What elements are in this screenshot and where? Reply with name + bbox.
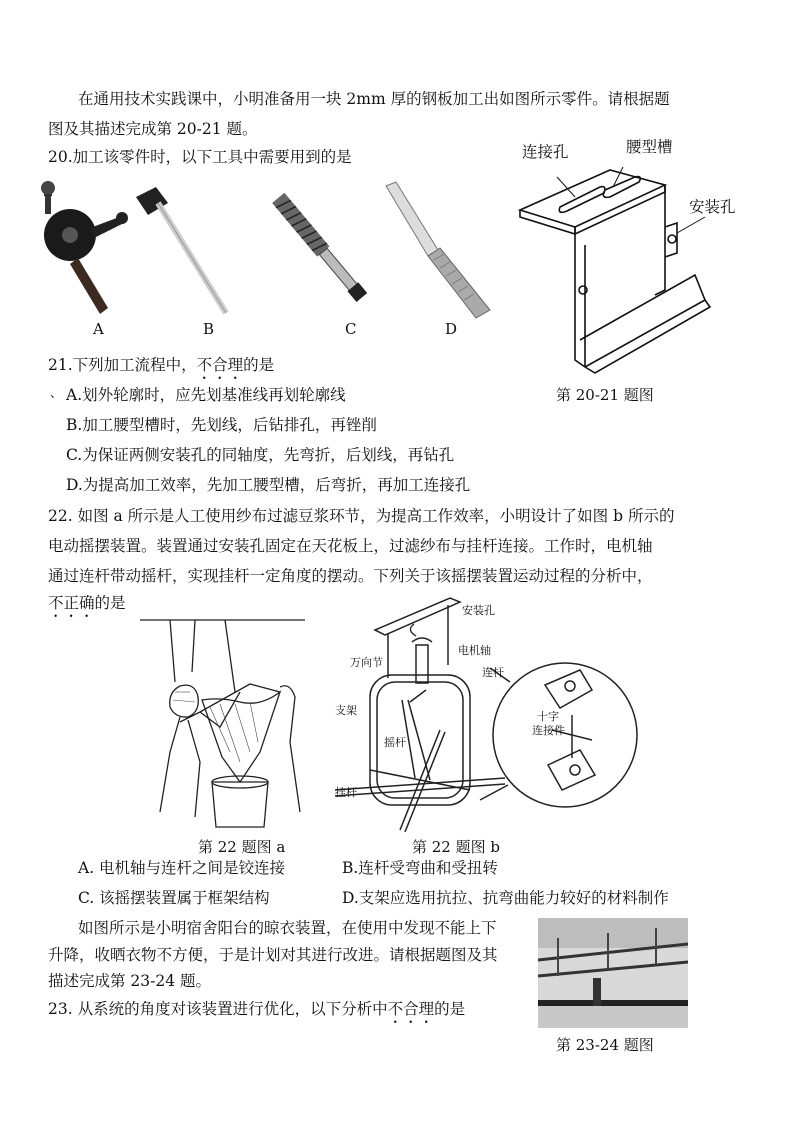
q21-option-b: B.加工腰型槽时，先划线，后钻排孔，再锉削 bbox=[66, 416, 377, 434]
label-22b-hanger: 挂杆 bbox=[335, 786, 357, 799]
fig22a-caption: 第 22 题图 a bbox=[198, 838, 286, 856]
label-22b-frame: 支架 bbox=[335, 704, 357, 717]
label-22b-cross-2: 连接件 bbox=[532, 724, 565, 737]
q22-line-1: 22. 如图 a 所示是人工使用纱布过滤豆浆环节，为提高工作效率，小明设计了如图 b 所示的 bbox=[48, 507, 675, 525]
q21-option-c: C.为保证两侧安装孔的同轴度，先弯折，后划线，再钻孔 bbox=[66, 446, 455, 464]
label-22b-link: 连杆 bbox=[482, 666, 504, 679]
q21-option-d: D.为提高加工效率，先加工腰型槽，后弯折，再加工连接孔 bbox=[66, 476, 471, 494]
bracket-figure bbox=[505, 135, 745, 375]
fig2324-caption: 第 23-24 题图 bbox=[556, 1036, 654, 1054]
label-22b-rocker: 摇杆 bbox=[384, 736, 406, 749]
fig2021-caption: 第 20-21 题图 bbox=[556, 386, 654, 404]
fig22b-caption: 第 22 题图 b bbox=[412, 838, 500, 856]
intro-line-2: 图及其描述完成第 20-21 题。 bbox=[48, 120, 258, 138]
intro2-line-2: 升降，收晒衣物不方便，于是计划对其进行改进。请根据题图及其 bbox=[48, 946, 498, 964]
tool-label-b: B bbox=[203, 320, 215, 338]
q22-option-a: A. 电机轴与连杆之间是铰连接 bbox=[78, 859, 286, 877]
q23-stem: 23. 从系统的角度对该装置进行优化，以下分析中不合理的是 bbox=[48, 1000, 466, 1018]
tap-image bbox=[262, 180, 382, 320]
fig22b-illustration bbox=[330, 590, 640, 835]
q22-line-4: 不正确的是 bbox=[48, 594, 126, 612]
hammer-image bbox=[130, 183, 240, 323]
intro2-line-3: 描述完成第 23-24 题。 bbox=[48, 972, 212, 990]
q22-option-b: B.连杆受弯曲和受扭转 bbox=[342, 859, 498, 877]
file-image bbox=[378, 180, 498, 320]
q20-stem: 20.加工该零件时，以下工具中需要用到的是 bbox=[48, 148, 352, 166]
q22-line-2: 电动摇摆装置。装置通过安装孔固定在天花板上，过滤纱布与挂杆连接。工作时，电机轴 bbox=[48, 537, 653, 555]
intro2-line-1: 如图所示是小明宿舍阳台的晾衣装置，在使用中发现不能上下 bbox=[78, 919, 497, 937]
q21-mark: 、 bbox=[50, 386, 63, 400]
label-22b-joint: 万向节 bbox=[350, 656, 383, 669]
drying-rack-photo bbox=[538, 918, 688, 1028]
tool-label-c: C bbox=[345, 320, 357, 338]
hand-drill-image bbox=[22, 180, 132, 320]
label-slot: 腰型槽 bbox=[626, 138, 673, 156]
q21-stem: 21.下列加工流程中，不合理的是 bbox=[48, 356, 275, 374]
tool-label-a: A bbox=[93, 320, 104, 338]
fig22a-illustration bbox=[140, 612, 305, 832]
q22-option-c: C. 该摇摆装置属于框架结构 bbox=[78, 889, 270, 907]
label-22b-motor: 电机轴 bbox=[458, 644, 491, 657]
q22-option-d: D.支架应选用抗拉、抗弯曲能力较好的材料制作 bbox=[342, 889, 669, 907]
label-mount-hole: 安装孔 bbox=[689, 198, 736, 216]
tool-label-d: D bbox=[445, 320, 458, 338]
q21-option-a: A.划外轮廓时，应先划基准线再划轮廓线 bbox=[66, 386, 346, 404]
intro-line-1: 在通用技术实践课中，小明准备用一块 2mm 厚的钢板加工出如图所示零件。请根据题 bbox=[78, 90, 670, 108]
label-22b-mount: 安装孔 bbox=[462, 604, 495, 617]
label-22b-cross-1: 十字 bbox=[537, 710, 559, 723]
label-connect-hole: 连接孔 bbox=[522, 143, 569, 161]
q22-line-3: 通过连杆带动摇杆，实现挂杆一定角度的摆动。下列关于该摇摆装置运动过程的分析中， bbox=[48, 567, 653, 585]
